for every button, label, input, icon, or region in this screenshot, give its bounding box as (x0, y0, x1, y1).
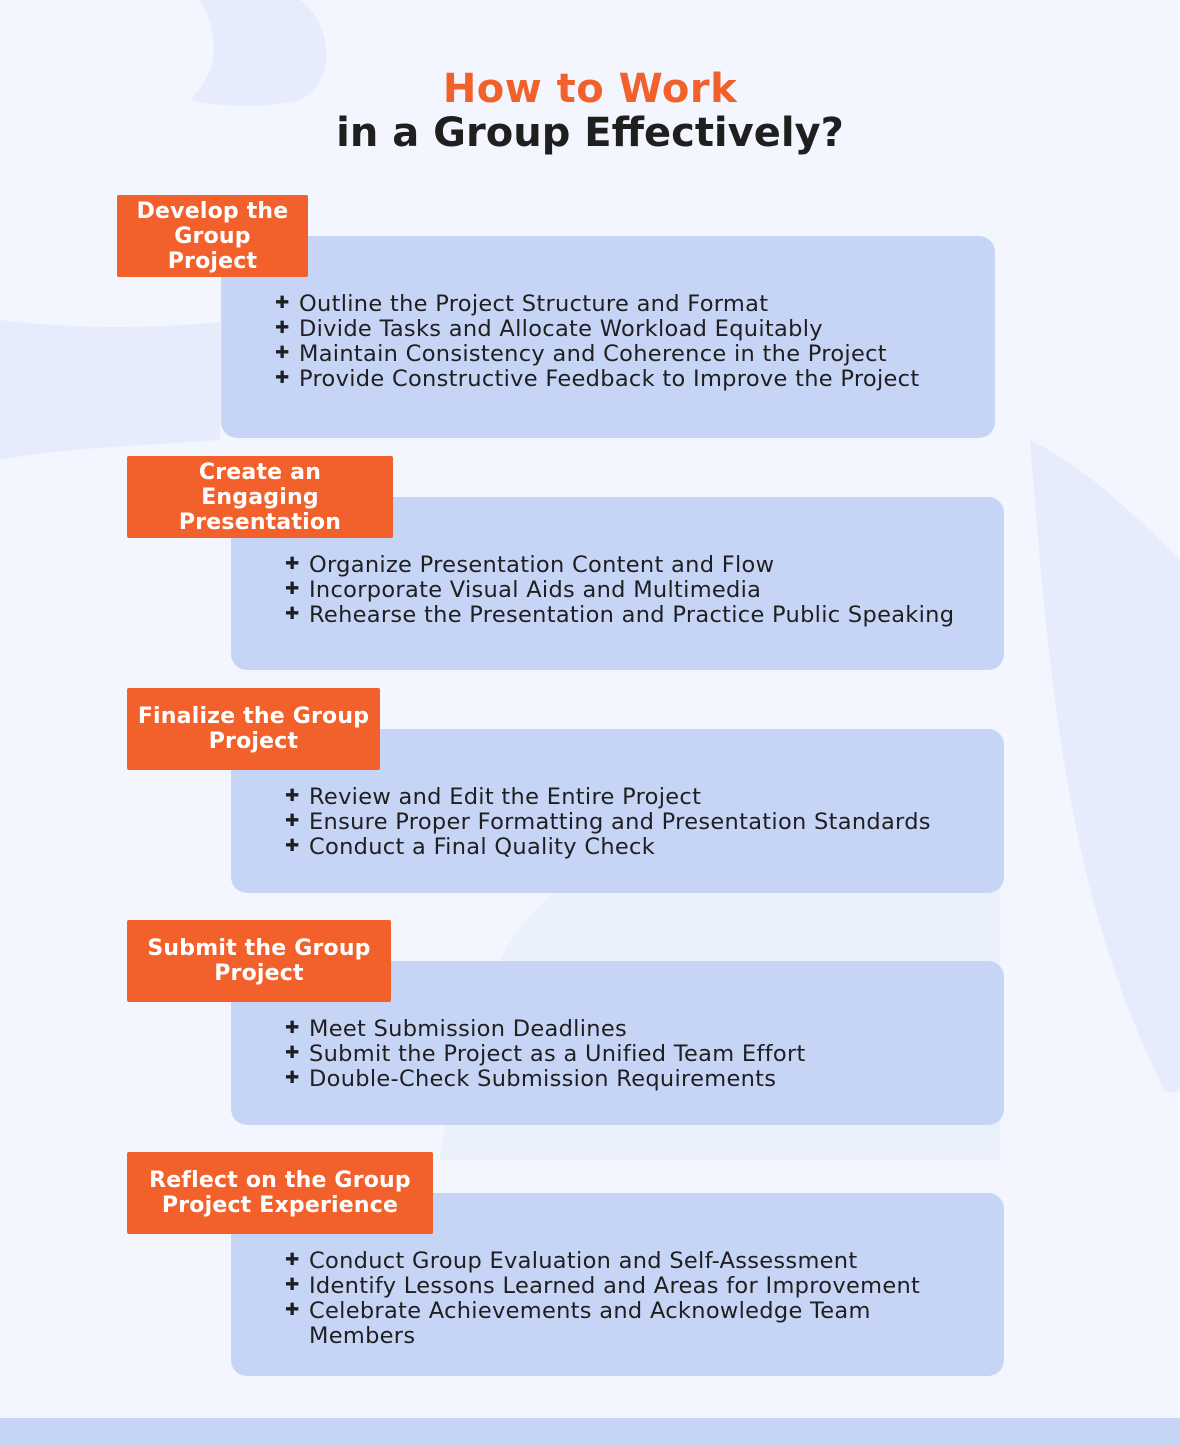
plus-icon: ✚ (285, 579, 300, 599)
list-item (283, 578, 993, 603)
list-item (283, 810, 993, 835)
plus-icon: ✚ (285, 1068, 300, 1088)
list-item (273, 317, 973, 342)
plus-icon: ✚ (275, 368, 290, 388)
section-label-presentation: Create an Engaging Presentation (127, 456, 393, 538)
section-list-presentation (283, 553, 993, 628)
list-item-text: Double-Check Submission Requirements (309, 1066, 777, 1092)
section-list-finalize (283, 785, 993, 860)
list-item-text: Outline the Project Structure and Format (299, 291, 769, 317)
list-item-text: Incorporate Visual Aids and Multimedia (309, 577, 762, 603)
list-item (283, 1042, 993, 1067)
plus-icon: ✚ (285, 1300, 300, 1320)
plus-icon: ✚ (285, 1043, 300, 1063)
page-title: in a Group Effectively? (336, 110, 844, 156)
plus-icon: ✚ (285, 1275, 300, 1295)
plus-icon: ✚ (285, 836, 300, 856)
list-item-text: Identify Lessons Learned and Areas for Improvement (309, 1273, 921, 1299)
list-item-text: Divide Tasks and Allocate Workload Equitably (299, 316, 823, 342)
list-item-text: Review and Edit the Entire Project (309, 784, 702, 810)
list-item (283, 1299, 943, 1349)
list-item-text: Meet Submission Deadlines (309, 1016, 628, 1042)
section-label-develop: Develop the Group Project (117, 195, 308, 277)
list-item-text: Conduct a Final Quality Check (309, 834, 656, 860)
list-item (283, 553, 993, 578)
section-list-reflect (283, 1249, 943, 1349)
list-item-text: Organize Presentation Content and Flow (309, 552, 775, 578)
list-item-text: Ensure Proper Formatting and Presentation Standards (309, 809, 931, 835)
plus-icon: ✚ (285, 786, 300, 806)
list-item (283, 603, 993, 628)
list-item (283, 1017, 993, 1042)
list-item-text: Celebrate Achievements and Acknowledge Team Members (309, 1298, 871, 1349)
section-list-submit (283, 1017, 993, 1092)
section-label-reflect: Reflect on the Group Project Experience (127, 1152, 433, 1234)
plus-icon: ✚ (285, 1250, 300, 1270)
section-label-finalize: Finalize the Group Project (127, 688, 380, 770)
plus-icon: ✚ (275, 293, 290, 313)
list-item (273, 342, 973, 367)
list-item-text: Submit the Project as a Unified Team Effort (309, 1041, 806, 1067)
list-item (273, 292, 973, 317)
plus-icon: ✚ (285, 554, 300, 574)
list-item-text: Provide Constructive Feedback to Improve the Project (299, 366, 920, 392)
plus-icon: ✚ (275, 318, 290, 338)
list-item (283, 1249, 943, 1274)
list-item (283, 785, 993, 810)
plus-icon: ✚ (285, 604, 300, 624)
section-list-develop (273, 292, 973, 392)
plus-icon: ✚ (275, 343, 290, 363)
footer-band (0, 1418, 1180, 1446)
plus-icon: ✚ (285, 811, 300, 831)
list-item (283, 1274, 943, 1299)
page-title-highlight: How to Work (442, 66, 738, 112)
list-item (283, 835, 993, 860)
list-item-text: Conduct Group Evaluation and Self-Assessment (309, 1248, 858, 1274)
list-item-text: Maintain Consistency and Coherence in the Project (299, 341, 887, 367)
list-item (273, 367, 973, 392)
section-label-submit: Submit the Group Project (127, 920, 391, 1002)
list-item (283, 1067, 993, 1092)
plus-icon: ✚ (285, 1018, 300, 1038)
list-item-text: Rehearse the Presentation and Practice Public Speaking (309, 602, 955, 628)
